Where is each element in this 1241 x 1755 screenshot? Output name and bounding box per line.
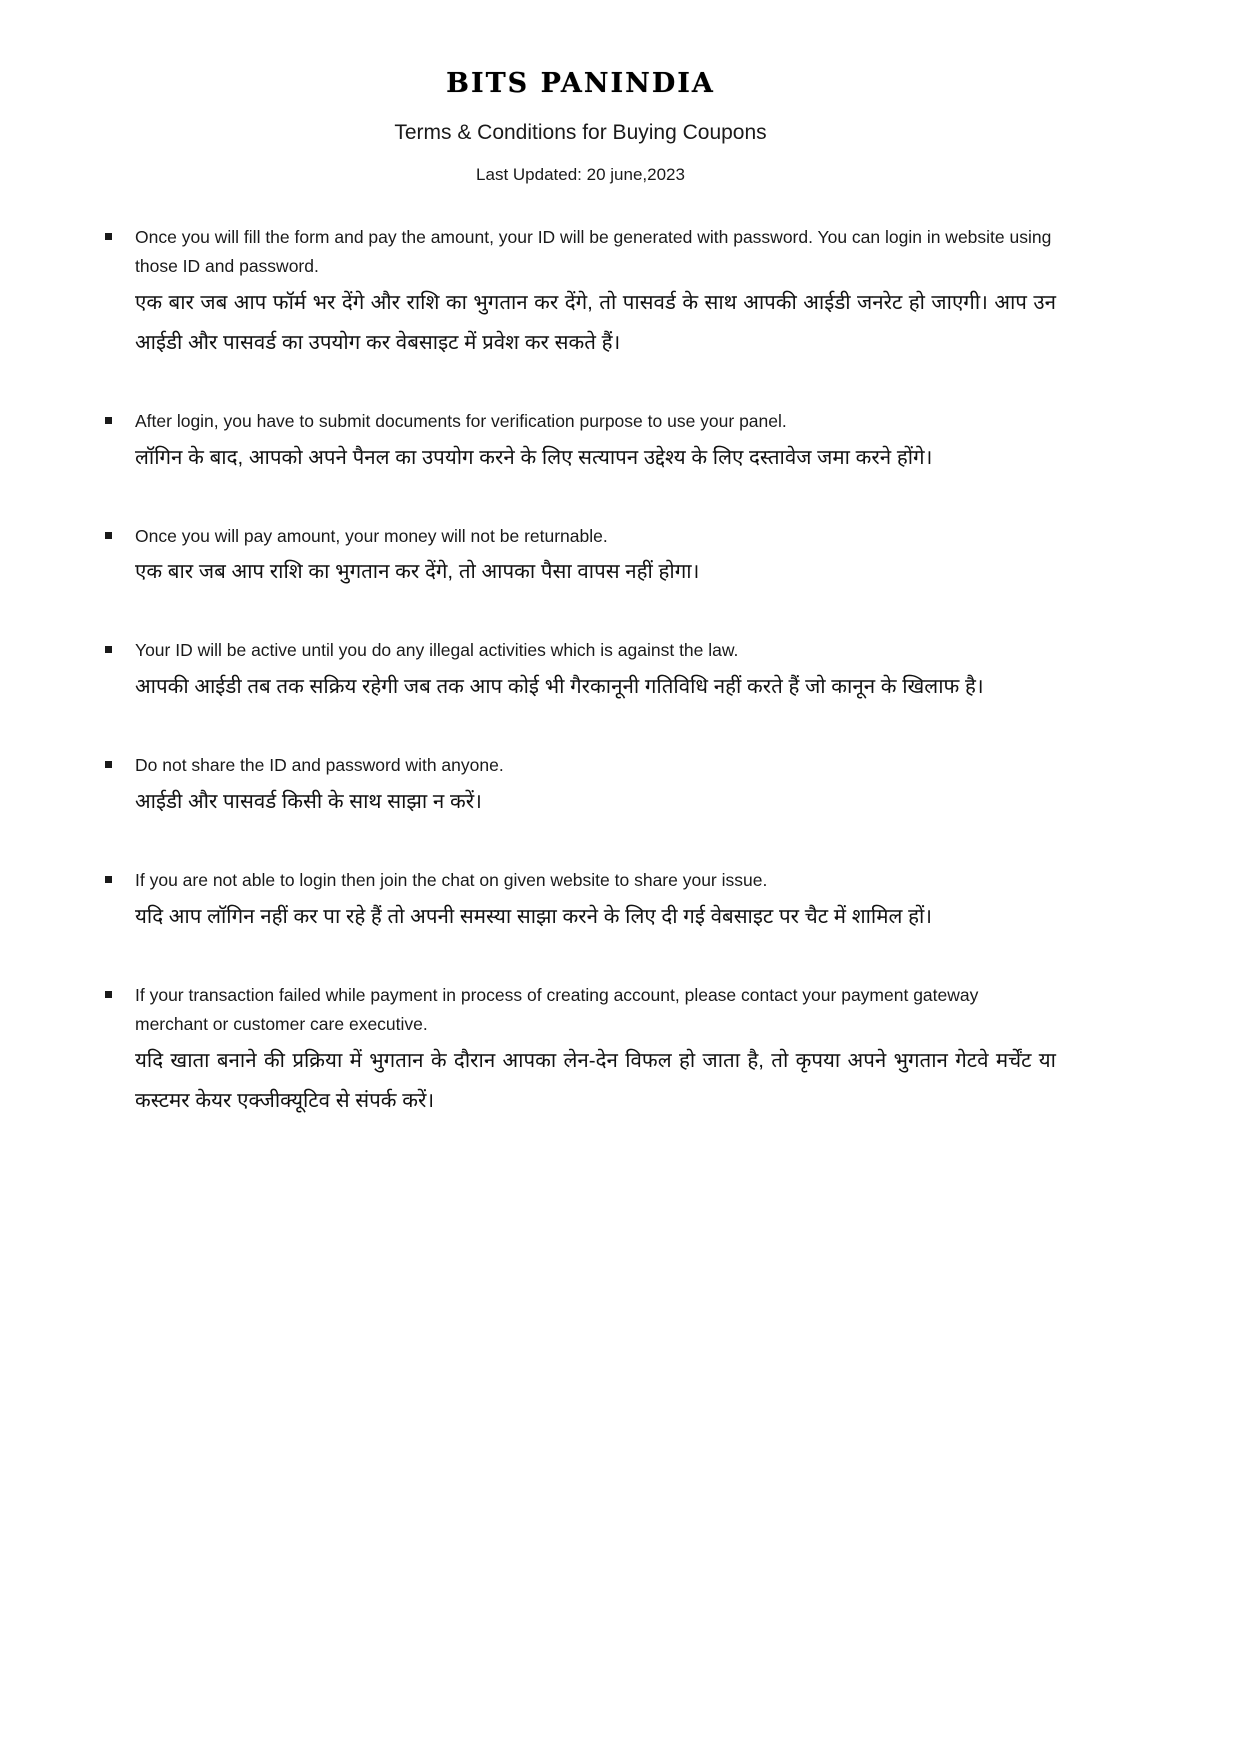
term-item xyxy=(105,522,1056,593)
term-hindi-text: लॉगिन के बाद, आपको अपने पैनल का उपयोग करने के लिए सत्यापन उद्देश्य के लिए दस्तावेज जमा करने होंगे। xyxy=(135,445,933,469)
term-english-text: If you are not able to login then join the chat on given website to share your issue. xyxy=(135,870,768,891)
term-hindi-text: आईडी और पासवर्ड किसी के साथ साझा न करें। xyxy=(135,790,482,814)
term-text xyxy=(135,407,1056,478)
term-english-text: Your ID will be active until you do any illegal activities which is against the law. xyxy=(135,640,739,661)
square-bullet-icon xyxy=(105,646,112,653)
term-english-text: If your transaction failed while payment in process of creating account, please contact your payment gateway merchant or customer care executive. xyxy=(135,984,979,1034)
square-bullet-icon xyxy=(105,233,112,240)
term-english-text: Once you will pay amount, your money will not be returnable. xyxy=(135,525,608,546)
term-hindi-text: यदि आप लॉगिन नहीं कर पा रहे हैं तो अपनी समस्या साझा करने के लिए दी गई वेबसाइट पर चैट में शामिल हों। xyxy=(135,904,933,928)
square-bullet-icon xyxy=(105,532,112,539)
term-english-text: Do not share the ID and password with anyone. xyxy=(135,755,504,776)
last-updated-text: Last Updated: 20 june,2023 xyxy=(476,165,685,184)
term-hindi-text: आपकी आईडी तब तक सक्रिय रहेगी जब तक आप कोई भी गैरकानूनी गतिविधि नहीं करते हैं जो कानून के खिलाफ है। xyxy=(135,675,984,699)
page-title: BITS PANINDIA xyxy=(446,68,715,99)
square-bullet-icon xyxy=(105,417,112,424)
term-hindi-text: एक बार जब आप राशि का भुगतान कर देंगे, तो आपका पैसा वापस नहीं होगा। xyxy=(135,560,700,584)
document-header xyxy=(105,68,1056,185)
term-item xyxy=(105,223,1056,363)
square-bullet-icon xyxy=(105,761,112,768)
square-bullet-icon xyxy=(105,991,112,998)
term-text xyxy=(135,751,1056,822)
term-item xyxy=(105,636,1056,707)
term-hindi-text: यदि खाता बनाने की प्रक्रिया में भुगतान के दौरान आपका लेन-देन विफल हो जाता है, तो कृपया अपने भुगतान गेटवे मर्चेंट या कस्टमर केयर एक्जीक्यूटिव से संपर्क करें। xyxy=(135,1048,1056,1112)
term-item xyxy=(105,866,1056,937)
term-text xyxy=(135,636,1056,707)
term-text xyxy=(135,223,1056,363)
term-text xyxy=(135,522,1056,593)
term-item xyxy=(105,407,1056,478)
page-subtitle: Terms & Conditions for Buying Coupons xyxy=(394,121,767,144)
terms-list xyxy=(105,223,1056,1121)
term-item xyxy=(105,981,1056,1121)
term-english-text: Once you will fill the form and pay the amount, your ID will be generated with password. You can login in website using those ID and password. xyxy=(135,227,1052,276)
square-bullet-icon xyxy=(105,876,112,883)
term-english-text: After login, you have to submit documents for verification purpose to use your panel. xyxy=(135,410,787,431)
term-hindi-text: एक बार जब आप फॉर्म भर देंगे और राशि का भुगतान कर देंगे, तो पासवर्ड के साथ आपकी आईडी जनरेट हो जाएगी। आप उन आईडी और पासवर्ड का उपयोग कर वेबसाइट में प्रवेश कर सकते हैं। xyxy=(135,290,1056,354)
term-text xyxy=(135,981,1056,1121)
term-text xyxy=(135,866,1056,937)
term-item xyxy=(105,751,1056,822)
